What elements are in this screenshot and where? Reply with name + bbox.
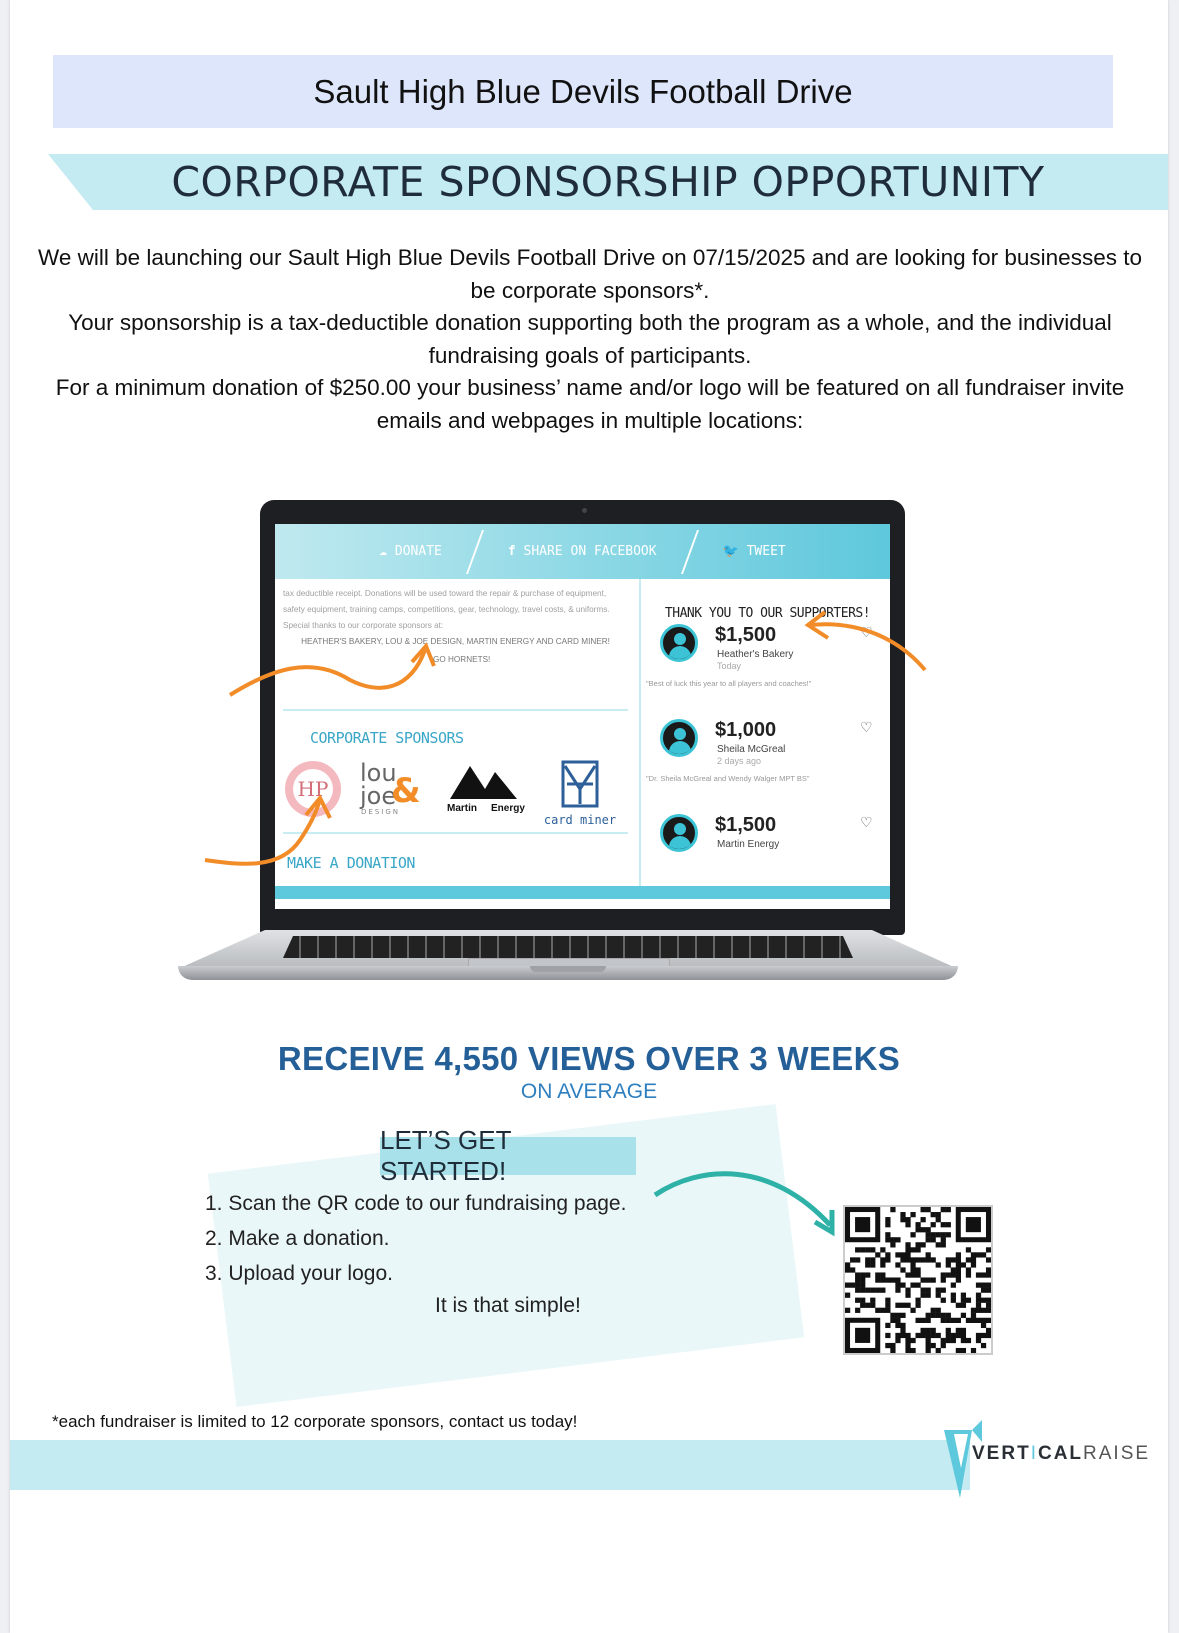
heart-icon: ♡ [860, 719, 873, 735]
svg-text:joe: joe [360, 782, 397, 810]
laptop-notch [530, 966, 606, 972]
donor-time: Today [717, 661, 742, 671]
svg-text:lou: lou [360, 759, 397, 787]
qr-code-icon [845, 1207, 991, 1353]
cta-step: 1. Scan the QR code to our fundraising page. [205, 1192, 627, 1215]
banner-heading: CORPORATE SPONSORSHIP OPPORTUNITY [171, 158, 1045, 206]
twitter-icon: 🐦 [722, 544, 739, 559]
laptop-keyboard [283, 936, 853, 958]
make-donation-label: MAKE A DONATION [287, 854, 415, 872]
donor-amount: $1,000 [715, 719, 777, 741]
views-headline: RECEIVE 4,550 VIEWS OVER 3 WEEKS [277, 1040, 901, 1077]
intro-line-3: For a minimum donation of $250.00 your business’ name and/or logo will be featured on all fundraiser invite emails and webpages in multiple locations: [55, 375, 1125, 433]
svg-text:HP: HP [297, 777, 329, 801]
corporate-sponsors-label: CORPORATE SPONSORS [310, 729, 464, 747]
svg-text:DESIGN: DESIGN [361, 808, 400, 816]
screen-nav-tweet: 🐦 TWEET [722, 544, 786, 559]
cta-step: 3. Upload your logo. [205, 1262, 393, 1285]
screen-go-hornets: GO HORNETS! [433, 655, 491, 664]
camera-dot [582, 508, 587, 513]
screen-nav-share: f SHARE ON FACEBOOK [507, 544, 657, 559]
svg-text:Martin: Martin [447, 803, 477, 814]
donor-time: 2 days ago [717, 756, 762, 766]
views-subheadline: ON AVERAGE [520, 1080, 658, 1103]
donor-name: Heather's Bakery [717, 649, 794, 660]
cta-step: 2. Make a donation. [205, 1227, 390, 1250]
title-box [53, 55, 1113, 128]
intro-line-2: Your sponsorship is a tax-deductible donation supporting both the program as a whole, and the individual fundraising goals of participants. [68, 310, 1112, 368]
orange-arrow-icon [205, 800, 320, 864]
flyer-page [10, 0, 1168, 1633]
heart-icon: ♡ [860, 624, 873, 640]
svg-text:card miner: card miner [543, 813, 617, 827]
cta-steps [205, 1186, 626, 1291]
thank-supporters-heading: THANK YOU TO OUR SUPPORTERS! [664, 606, 871, 621]
donor-name: Martin Energy [717, 839, 780, 850]
cta-title: LET’S GET STARTED! [380, 1137, 636, 1175]
intro-line-1: We will be launching our Sault High Blue Devils Football Drive on 07/15/2025 and are looking for businesses to be corporate sponsors*. [38, 245, 1142, 303]
donor-amount: $1,500 [715, 814, 777, 836]
teal-arrow-icon [650, 1160, 850, 1260]
donor-amount: $1,500 [715, 624, 777, 646]
verticalraise-logo-text: VERTICALRAISE [972, 1443, 1151, 1464]
donor-name: Sheila McGreal [717, 744, 786, 755]
svg-text:Energy: Energy [491, 803, 525, 814]
callout-arrows [10, 560, 1168, 880]
heart-icon: ♡ [860, 814, 873, 830]
donor-quote: "Dr. Sheila McGreal and Wendy Walger MPT BS" [646, 774, 810, 783]
facebook-icon: f [507, 544, 516, 559]
cta-simple-text: It is that simple! [435, 1294, 581, 1317]
svg-text:&: & [391, 771, 421, 811]
intro-text [30, 242, 1150, 437]
qr-code[interactable] [843, 1205, 993, 1355]
screen-sponsor-names: HEATHER'S BAKERY, LOU & JOE DESIGN, MARTIN ENERGY AND CARD MINER! [301, 637, 610, 646]
screen-footer-bar [275, 886, 890, 899]
screen-nav-donate: ☁ DONATE [379, 544, 442, 559]
screen-description: tax deductible receipt. Donations will be used toward the repair & purchase of equipment, safety equipment, training camps, competitions, gear, technology, travel costs, & uniforms. Special thanks to our corporate sponsors at: [283, 589, 610, 630]
orange-arrow-icon [810, 624, 925, 670]
donate-icon: ☁ [379, 544, 388, 559]
orange-arrow-icon [230, 650, 425, 695]
footnote: *each fundraiser is limited to 12 corporate sponsors, contact us today! [52, 1412, 578, 1431]
footer-bar [10, 1440, 970, 1490]
donor-quote: "Best of luck this year to all players and coaches!" [646, 679, 812, 688]
page-title: Sault High Blue Devils Football Drive [313, 72, 853, 110]
